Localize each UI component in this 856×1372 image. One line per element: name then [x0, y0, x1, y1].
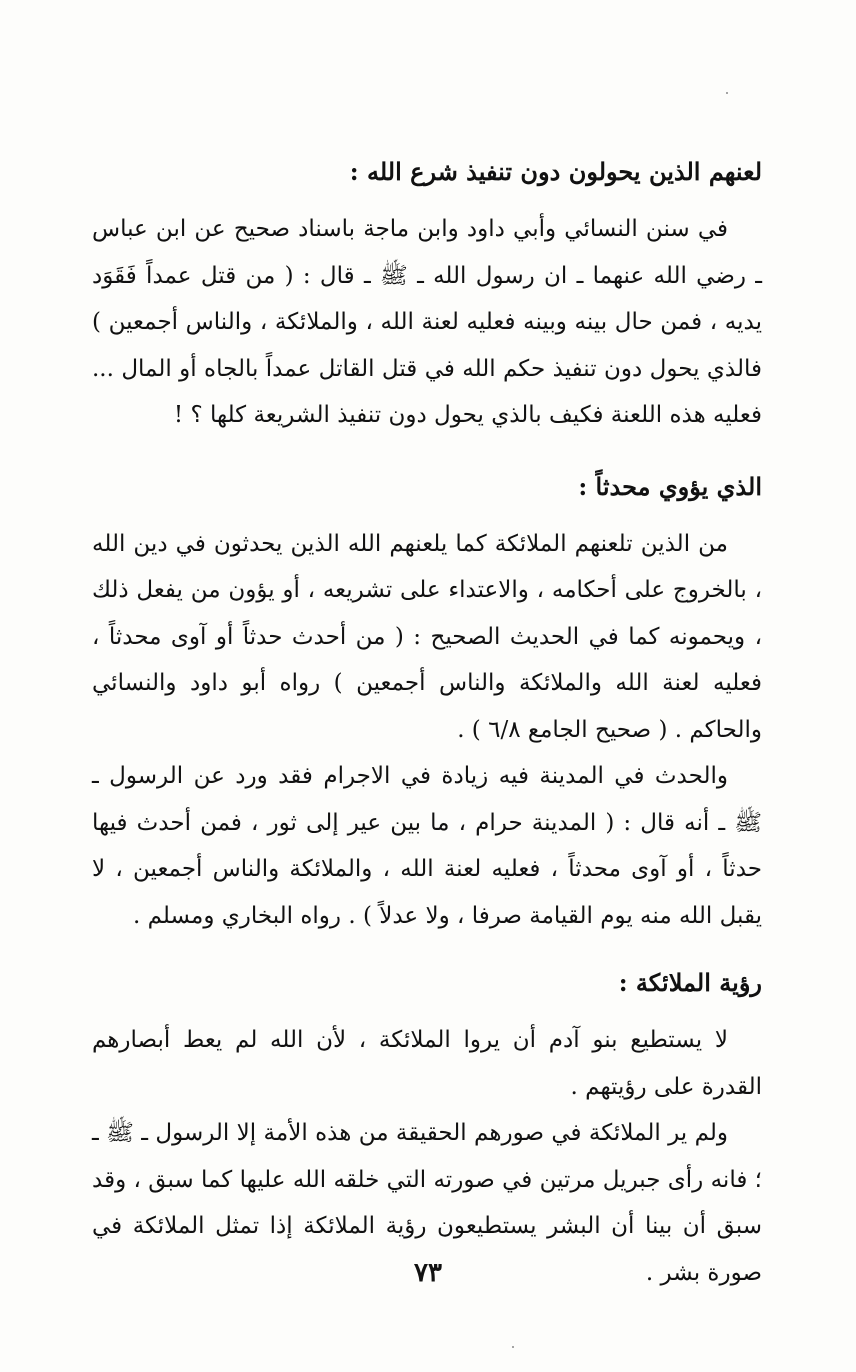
- section-heading: الذي يؤوي محدثاً :: [578, 471, 762, 501]
- section-heading: رؤية الملائكة :: [618, 968, 762, 997]
- paragraph: [92, 206, 762, 439]
- page-number: ٧٣: [414, 1258, 442, 1288]
- paragraph-text: في سنن النسائي وأبي داود وابن ماجة باسناد صحيح عن ابن عباس ـ رضي الله عنهما ـ ان رسول الله ـ ﷺ ـ قال : ( من قتل عمداً فَقَوَد يديه ، فمن حال بينه وبينه فعليه لعنة الله ، والملائكة ، والناس أجمعين ) فالذي يحول دون تنفيذ حكم الله في قتل القاتل عمداً بالجاه أو المال ... فعليه هذه اللعنة فكيف بالذي يحول دون تنفيذ الشريعة كلها ؟ !: [92, 216, 762, 428]
- paper-speck: [726, 92, 728, 94]
- section-heading: لعنهم الذين يحولون دون تنفيذ شرع الله :: [349, 157, 762, 186]
- paragraph: [92, 521, 762, 754]
- paragraph-text: لا يستطيع بنو آدم أن يروا الملائكة ، لأن الله لم يعط أبصارهم القدرة على رؤيتهم .: [92, 1027, 762, 1100]
- page-body: [92, 150, 762, 1296]
- paragraph: [92, 753, 762, 939]
- paragraph-text: ولم ير الملائكة في صورهم الحقيقة من هذه الأمة إلا الرسول ـ ﷺ ـ ؛ فانه رأى جبريل مرتين في صورته التي خلقه الله عليها كما سبق ، وقد سبق أن بينا أن البشر يستطيعون رؤية الملائكة إذا تمثل الملائكة في صورة بشر .: [92, 1120, 762, 1286]
- paper-speck: [512, 1346, 514, 1348]
- paragraph-text: والحدث في المدينة فيه زيادة في الاجرام فقد ورد عن الرسول ـ ﷺ ـ أنه قال : ( المدينة حرام ، ما بين عير إلى ثور ، فمن أحدث فيها حدثاً ، أو آوى محدثاً ، فعليه لعنة الله ، والملائكة والناس أجمعين ، لا يقبل الله منه يوم القيامة صرفا ، ولا عدلاً ) . رواه البخاري ومسلم .: [92, 763, 762, 929]
- paragraph-text: من الذين تلعنهم الملائكة كما يلعنهم الله الذين يحدثون في دين الله ، بالخروج على أحكامه ، والاعتداء على تشريعه ، أو يؤون من يفعل ذلك ، ويحمونه كما في الحديث الصحيح : ( من أحدث حدثاً أو آوى محدثاً ، فعليه لعنة الله والملائكة والناس أجمعين ) رواه أبو داود والنسائي والحاكم . ( صحيح الجامع ٦/٨ ) .: [92, 530, 762, 743]
- paragraph: [92, 1017, 762, 1110]
